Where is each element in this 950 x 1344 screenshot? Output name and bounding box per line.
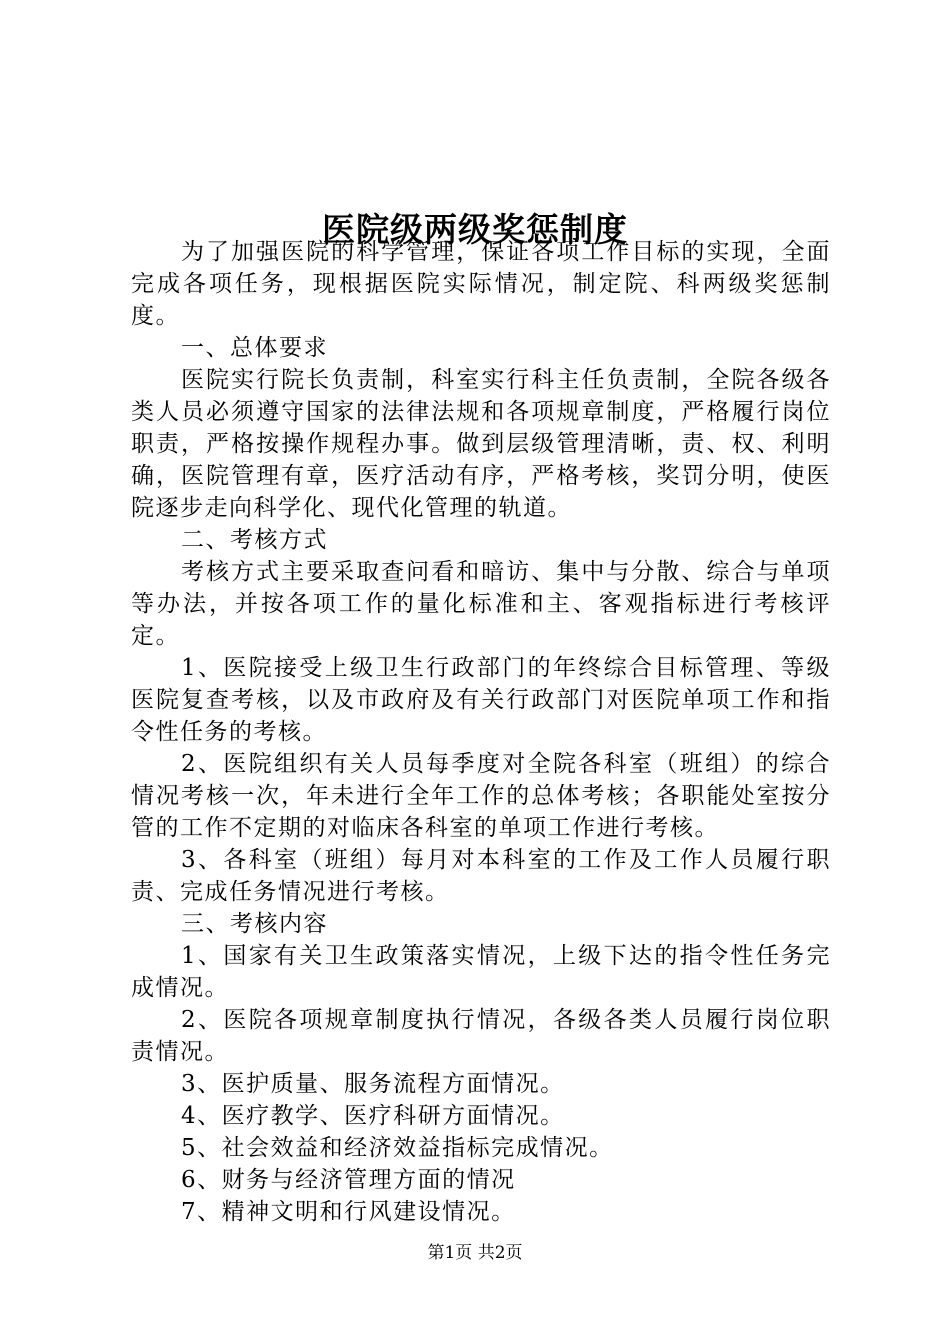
paragraph-general-requirements: 医院实行院长负责制，科室实行科主任负责制，全院各级各类人员必须遵守国家的法律法规和各项规章制度，严格履行岗位职责，严格按操作规程办事。做到层级管理清晰，责、权、利明确，医院管理有章，医疗活动有序，严格考核，奖罚分明，使医院逐步走向科学化、现代化管理的轨道。 bbox=[131, 367, 831, 521]
page-number: 第1页 共2页 bbox=[427, 1243, 523, 1263]
section-heading-general-requirements: 一、总体要求 bbox=[181, 335, 328, 361]
list-item-content-5: 5、社会效益和经济效益指标完成情况。 bbox=[181, 1135, 614, 1161]
list-item-content-2: 2、医院各项规章制度执行情况，各级各类人员履行岗位职责情况。 bbox=[131, 1007, 831, 1065]
list-item-content-4: 4、医疗教学、医疗科研方面情况。 bbox=[181, 1103, 565, 1129]
section-heading-assessment-content: 三、考核内容 bbox=[181, 911, 328, 937]
section-heading-assessment-method: 二、考核方式 bbox=[181, 527, 328, 553]
intro-paragraph: 为了加强医院的科学管理，保证各项工作目标的实现，全面完成各项任务，现根据医院实际情况，制定院、科两级奖惩制度。 bbox=[131, 239, 831, 329]
list-item-method-3: 3、各科室（班组）每月对本科室的工作及工作人员履行职责、完成任务情况进行考核。 bbox=[131, 847, 831, 905]
list-item-content-6: 6、财务与经济管理方面的情况 bbox=[181, 1167, 516, 1193]
list-item-content-3: 3、医护质量、服务流程方面情况。 bbox=[181, 1071, 565, 1097]
paragraph-assessment-method: 考核方式主要采取查问看和暗访、集中与分散、综合与单项等办法，并按各项工作的量化标准和主、客观指标进行考核评定。 bbox=[131, 559, 831, 649]
list-item-method-2: 2、医院组织有关人员每季度对全院各科室（班组）的综合情况考核一次，年未进行全年工作的总体考核；各职能处室按分管的工作不定期的对临床各科室的单项工作进行考核。 bbox=[131, 751, 831, 841]
list-item-method-1: 1、医院接受上级卫生行政部门的年终综合目标管理、等级医院复查考核，以及市政府及有关行政部门对医院单项工作和指令性任务的考核。 bbox=[131, 655, 831, 745]
list-item-content-7: 7、精神文明和行风建设情况。 bbox=[181, 1199, 516, 1225]
page-footer bbox=[0, 1241, 950, 1265]
list-item-content-1: 1、国家有关卫生政策落实情况，上级下达的指令性任务完成情况。 bbox=[131, 943, 831, 1001]
document-body bbox=[131, 236, 831, 1228]
document-title: 医院级两级奖惩制度 bbox=[322, 210, 628, 250]
